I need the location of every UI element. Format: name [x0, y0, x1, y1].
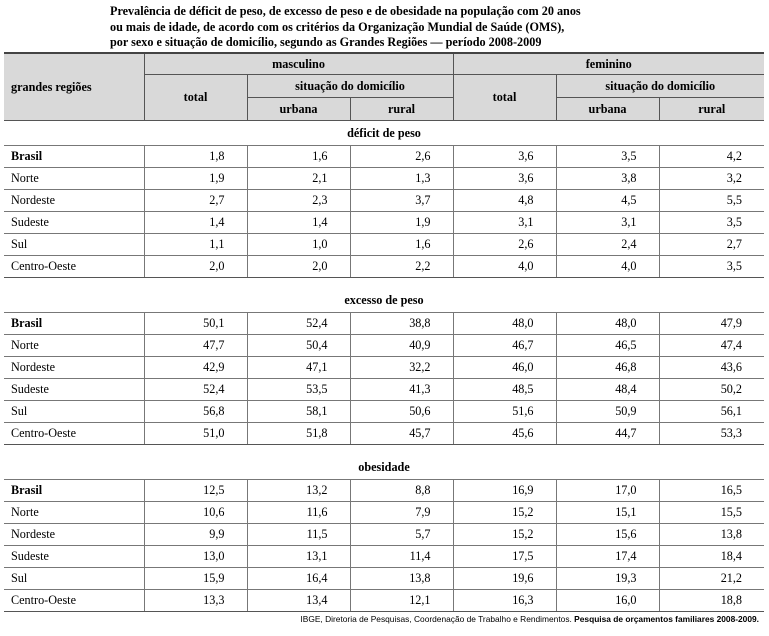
table-row — [4, 146, 764, 168]
value-cell: 4,8 — [453, 190, 556, 212]
value-cell: 17,4 — [556, 546, 659, 568]
region-name: Nordeste — [4, 357, 144, 379]
region-name: Sudeste — [4, 212, 144, 234]
value-cell: 17,5 — [453, 546, 556, 568]
region-name: Norte — [4, 335, 144, 357]
value-cell: 46,0 — [453, 357, 556, 379]
region-name: Sul — [4, 401, 144, 423]
region-name: Sul — [4, 568, 144, 590]
table-row — [4, 546, 764, 568]
value-cell: 1,3 — [350, 168, 453, 190]
title-line: Prevalência de déficit de peso, de excesso de peso e de obesidade na população com 20 anos — [110, 4, 581, 18]
value-cell: 2,7 — [144, 190, 247, 212]
value-cell: 52,4 — [144, 379, 247, 401]
value-cell: 51,8 — [247, 423, 350, 445]
value-cell: 50,9 — [556, 401, 659, 423]
value-cell: 46,7 — [453, 335, 556, 357]
value-cell: 4,0 — [556, 256, 659, 278]
value-cell: 13,0 — [144, 546, 247, 568]
section-title-row — [4, 288, 764, 313]
value-cell: 16,0 — [556, 590, 659, 612]
table-row — [4, 190, 764, 212]
region-name: Brasil — [4, 146, 144, 168]
value-cell: 46,5 — [556, 335, 659, 357]
data-table — [4, 52, 764, 612]
table-row — [4, 234, 764, 256]
value-cell: 50,1 — [144, 313, 247, 335]
value-cell: 4,0 — [453, 256, 556, 278]
section-spacer — [4, 278, 764, 289]
value-cell: 47,4 — [659, 335, 764, 357]
table-title — [110, 4, 670, 51]
value-cell: 5,7 — [350, 524, 453, 546]
section-title-row — [4, 455, 764, 480]
value-cell: 2,6 — [350, 146, 453, 168]
value-cell: 8,8 — [350, 480, 453, 502]
value-cell: 13,2 — [247, 480, 350, 502]
value-cell: 11,6 — [247, 502, 350, 524]
value-cell: 1,4 — [247, 212, 350, 234]
region-name: Brasil — [4, 313, 144, 335]
value-cell: 2,0 — [247, 256, 350, 278]
value-cell: 13,8 — [659, 524, 764, 546]
value-cell: 16,4 — [247, 568, 350, 590]
value-cell: 56,1 — [659, 401, 764, 423]
value-cell: 13,8 — [350, 568, 453, 590]
header-masculino-total: total — [144, 75, 247, 121]
value-cell: 18,4 — [659, 546, 764, 568]
source-note — [300, 614, 759, 624]
header-masculino-rural: rural — [350, 98, 453, 121]
value-cell: 46,8 — [556, 357, 659, 379]
value-cell: 3,7 — [350, 190, 453, 212]
value-cell: 3,8 — [556, 168, 659, 190]
value-cell: 2,2 — [350, 256, 453, 278]
region-name: Sul — [4, 234, 144, 256]
value-cell: 3,5 — [556, 146, 659, 168]
value-cell: 58,1 — [247, 401, 350, 423]
table-row — [4, 401, 764, 423]
value-cell: 45,6 — [453, 423, 556, 445]
value-cell: 48,4 — [556, 379, 659, 401]
value-cell: 50,6 — [350, 401, 453, 423]
value-cell: 3,5 — [659, 256, 764, 278]
value-cell: 11,5 — [247, 524, 350, 546]
value-cell: 2,6 — [453, 234, 556, 256]
section-title-row — [4, 121, 764, 146]
value-cell: 53,3 — [659, 423, 764, 445]
value-cell: 1,6 — [247, 146, 350, 168]
value-cell: 15,5 — [659, 502, 764, 524]
value-cell: 1,9 — [144, 168, 247, 190]
value-cell: 13,1 — [247, 546, 350, 568]
region-name: Sudeste — [4, 546, 144, 568]
value-cell: 4,2 — [659, 146, 764, 168]
header-masculino-situacao: situação do domicílio — [247, 75, 453, 98]
table-row — [4, 379, 764, 401]
value-cell: 45,7 — [350, 423, 453, 445]
value-cell: 15,6 — [556, 524, 659, 546]
value-cell: 50,2 — [659, 379, 764, 401]
value-cell: 1,1 — [144, 234, 247, 256]
value-cell: 4,5 — [556, 190, 659, 212]
value-cell: 32,2 — [350, 357, 453, 379]
value-cell: 1,9 — [350, 212, 453, 234]
table-body — [4, 121, 764, 612]
value-cell: 2,3 — [247, 190, 350, 212]
region-name: Brasil — [4, 480, 144, 502]
region-name: Centro-Oeste — [4, 256, 144, 278]
table-row — [4, 423, 764, 445]
region-name: Nordeste — [4, 190, 144, 212]
value-cell: 1,4 — [144, 212, 247, 234]
value-cell: 1,6 — [350, 234, 453, 256]
value-cell: 2,1 — [247, 168, 350, 190]
header-feminino-total: total — [453, 75, 556, 121]
value-cell: 3,1 — [556, 212, 659, 234]
value-cell: 52,4 — [247, 313, 350, 335]
value-cell: 47,7 — [144, 335, 247, 357]
value-cell: 9,9 — [144, 524, 247, 546]
value-cell: 16,3 — [453, 590, 556, 612]
value-cell: 3,6 — [453, 146, 556, 168]
value-cell: 10,6 — [144, 502, 247, 524]
table-row — [4, 313, 764, 335]
value-cell: 51,6 — [453, 401, 556, 423]
value-cell: 3,6 — [453, 168, 556, 190]
value-cell: 15,2 — [453, 524, 556, 546]
value-cell: 40,9 — [350, 335, 453, 357]
table-row — [4, 524, 764, 546]
value-cell: 56,8 — [144, 401, 247, 423]
value-cell: 16,9 — [453, 480, 556, 502]
header-feminino-situacao: situação do domicílio — [556, 75, 764, 98]
value-cell: 15,9 — [144, 568, 247, 590]
source-text: IBGE, Diretoria de Pesquisas, Coordenação de Trabalho e Rendimentos. — [300, 614, 575, 624]
value-cell: 47,9 — [659, 313, 764, 335]
region-name: Centro-Oeste — [4, 590, 144, 612]
value-cell: 48,0 — [453, 313, 556, 335]
value-cell: 11,4 — [350, 546, 453, 568]
value-cell: 16,5 — [659, 480, 764, 502]
value-cell: 1,0 — [247, 234, 350, 256]
value-cell: 13,3 — [144, 590, 247, 612]
value-cell: 48,5 — [453, 379, 556, 401]
value-cell: 38,8 — [350, 313, 453, 335]
value-cell: 2,7 — [659, 234, 764, 256]
region-name: Norte — [4, 502, 144, 524]
header-masculino: masculino — [144, 53, 453, 75]
source-bold: Pesquisa de orçamentos familiares 2008-2009. — [574, 614, 759, 624]
region-name: Nordeste — [4, 524, 144, 546]
value-cell: 15,1 — [556, 502, 659, 524]
header-feminino: feminino — [453, 53, 764, 75]
value-cell: 7,9 — [350, 502, 453, 524]
table-row — [4, 256, 764, 278]
region-name: Sudeste — [4, 379, 144, 401]
table-row — [4, 590, 764, 612]
value-cell: 12,5 — [144, 480, 247, 502]
section-title: déficit de peso — [347, 125, 421, 140]
region-name: Norte — [4, 168, 144, 190]
value-cell: 41,3 — [350, 379, 453, 401]
value-cell: 19,6 — [453, 568, 556, 590]
value-cell: 15,2 — [453, 502, 556, 524]
header-masculino-urbana: urbana — [247, 98, 350, 121]
table-row — [4, 357, 764, 379]
value-cell: 43,6 — [659, 357, 764, 379]
table-row — [4, 480, 764, 502]
value-cell: 21,2 — [659, 568, 764, 590]
table-row — [4, 502, 764, 524]
value-cell: 3,1 — [453, 212, 556, 234]
value-cell: 18,8 — [659, 590, 764, 612]
value-cell: 17,0 — [556, 480, 659, 502]
value-cell: 2,0 — [144, 256, 247, 278]
section-spacer — [4, 445, 764, 456]
value-cell: 5,5 — [659, 190, 764, 212]
title-line: por sexo e situação de domicílio, segundo as Grandes Regiões — período 2008-2009 — [110, 35, 542, 49]
value-cell: 44,7 — [556, 423, 659, 445]
region-name: Centro-Oeste — [4, 423, 144, 445]
table-row — [4, 335, 764, 357]
value-cell: 13,4 — [247, 590, 350, 612]
value-cell: 51,0 — [144, 423, 247, 445]
value-cell: 47,1 — [247, 357, 350, 379]
value-cell: 1,8 — [144, 146, 247, 168]
value-cell: 42,9 — [144, 357, 247, 379]
value-cell: 3,2 — [659, 168, 764, 190]
section-title: obesidade — [358, 459, 410, 474]
value-cell: 48,0 — [556, 313, 659, 335]
table-row — [4, 568, 764, 590]
header-feminino-rural: rural — [659, 98, 764, 121]
value-cell: 3,5 — [659, 212, 764, 234]
table-row — [4, 212, 764, 234]
table-row — [4, 168, 764, 190]
value-cell: 2,4 — [556, 234, 659, 256]
title-line: ou mais de idade, de acordo com os critérios da Organização Mundial de Saúde (OMS), — [110, 19, 565, 34]
section-title: excesso de peso — [344, 292, 424, 307]
value-cell: 19,3 — [556, 568, 659, 590]
value-cell: 53,5 — [247, 379, 350, 401]
value-cell: 50,4 — [247, 335, 350, 357]
header-feminino-urbana: urbana — [556, 98, 659, 121]
value-cell: 12,1 — [350, 590, 453, 612]
header-grandes-regioes: grandes regiões — [4, 53, 144, 121]
